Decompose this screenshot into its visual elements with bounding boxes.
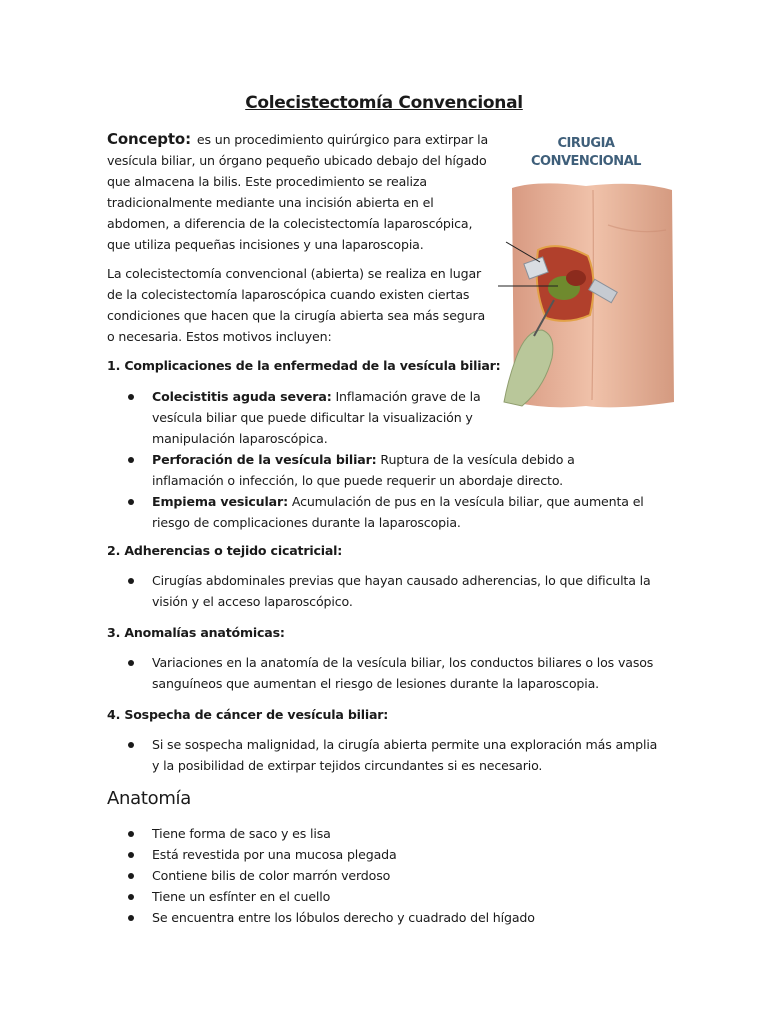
bullet-icon <box>128 394 134 400</box>
list-item <box>107 449 647 491</box>
list-item <box>107 865 667 886</box>
section-2-heading: 2. Adherencias o tejido cicatricial: <box>107 543 343 558</box>
concepto-label: Concepto: <box>107 130 191 148</box>
list-item <box>107 570 667 612</box>
document-title: Colecistectomía Convencional <box>245 93 523 113</box>
list-item-text: Acumulación de pus en la vesícula biliar, que aumenta el riesgo de complicaciones durante la laparoscopia. <box>152 494 644 530</box>
list-item-text: Se encuentra entre los lóbulos derecho y cuadrado del hígado <box>152 910 535 925</box>
motivos-paragraph: La colecistectomía convencional (abierta) se realiza en lugar de la colecistectomía laparoscópica cuando existen ciertas condiciones que hacen que la cirugía abierta sea más segura o necesaria. Estos motivos incluyen: <box>107 266 486 344</box>
bullet-icon <box>128 873 134 879</box>
list-item <box>107 907 667 928</box>
list-item-text: Variaciones en la anatomía de la vesícula biliar, los conductos biliares o los vasos sanguíneos que aumentan el riesgo de lesiones durante la laparoscopia. <box>152 655 654 691</box>
list-item <box>107 734 667 776</box>
surgery-illustration-svg <box>498 130 676 422</box>
list-item <box>107 491 647 533</box>
bullet-icon <box>128 915 134 921</box>
surgery-illustration <box>498 130 676 422</box>
section-1-heading: 1. Complicaciones de la enfermedad de la vesícula biliar: <box>107 358 501 373</box>
bullet-icon <box>128 831 134 837</box>
list-item <box>107 823 667 844</box>
list-item <box>107 886 667 907</box>
list-item-term: Empiema vesicular: <box>152 494 288 509</box>
bullet-icon <box>128 742 134 748</box>
list-item-text: Ruptura de la vesícula debido a inflamación o infección, lo que puede requerir un abordaje directo. <box>152 452 575 488</box>
figure-caption-line2: CONVENCIONAL <box>531 154 641 169</box>
list-item <box>107 652 667 694</box>
list-item <box>107 386 482 449</box>
list-item-text: Inflamación grave de la vesícula biliar que puede dificultar la visualización y manipulación laparoscópica. <box>152 389 481 446</box>
figure-caption-line1: CIRUGIA <box>557 136 615 151</box>
bullet-icon <box>128 499 134 505</box>
list-item-term: Perforación de la vesícula biliar: <box>152 452 377 467</box>
bullet-icon <box>128 852 134 858</box>
list-item <box>107 844 667 865</box>
section-3-heading: 3. Anomalías anatómicas: <box>107 625 285 640</box>
anatomia-list <box>107 823 667 928</box>
concepto-text: es un procedimiento quirúrgico para extirpar la vesícula biliar, un órgano pequeño ubicado debajo del hígado que almacena la bilis. Este procedimiento se realiza tradicionalmente mediante una incisión abierta en el abdomen, a diferencia de la colecistectomía laparoscópica, que utiliza pequeñas incisiones y una laparoscopia. <box>107 132 489 252</box>
section-4-heading: 4. Sospecha de cáncer de vesícula biliar: <box>107 707 389 722</box>
section-4-list <box>107 734 667 776</box>
section-2-list <box>107 570 667 612</box>
anatomia-heading: Anatomía <box>107 788 191 809</box>
bullet-icon <box>128 894 134 900</box>
list-item-text: Tiene un esfínter en el cuello <box>152 889 331 904</box>
bullet-icon <box>128 457 134 463</box>
section-1-list <box>107 386 647 533</box>
list-item-text: Contiene bilis de color marrón verdoso <box>152 868 391 883</box>
concepto-paragraph <box>107 129 492 255</box>
bullet-icon <box>128 660 134 666</box>
list-item-text: Si se sospecha malignidad, la cirugía abierta permite una exploración más amplia y la posibilidad de extirpar tejidos circundantes si es necesario. <box>152 737 658 773</box>
bullet-icon <box>128 578 134 584</box>
list-item-text: Está revestida por una mucosa plegada <box>152 847 397 862</box>
list-item-text: Tiene forma de saco y es lisa <box>152 826 331 841</box>
section-3-list <box>107 652 667 694</box>
list-item-text: Cirugías abdominales previas que hayan causado adherencias, lo que dificulta la visión y el acceso laparoscópico. <box>152 573 651 609</box>
list-item-term: Colecistitis aguda severa: <box>152 389 332 404</box>
